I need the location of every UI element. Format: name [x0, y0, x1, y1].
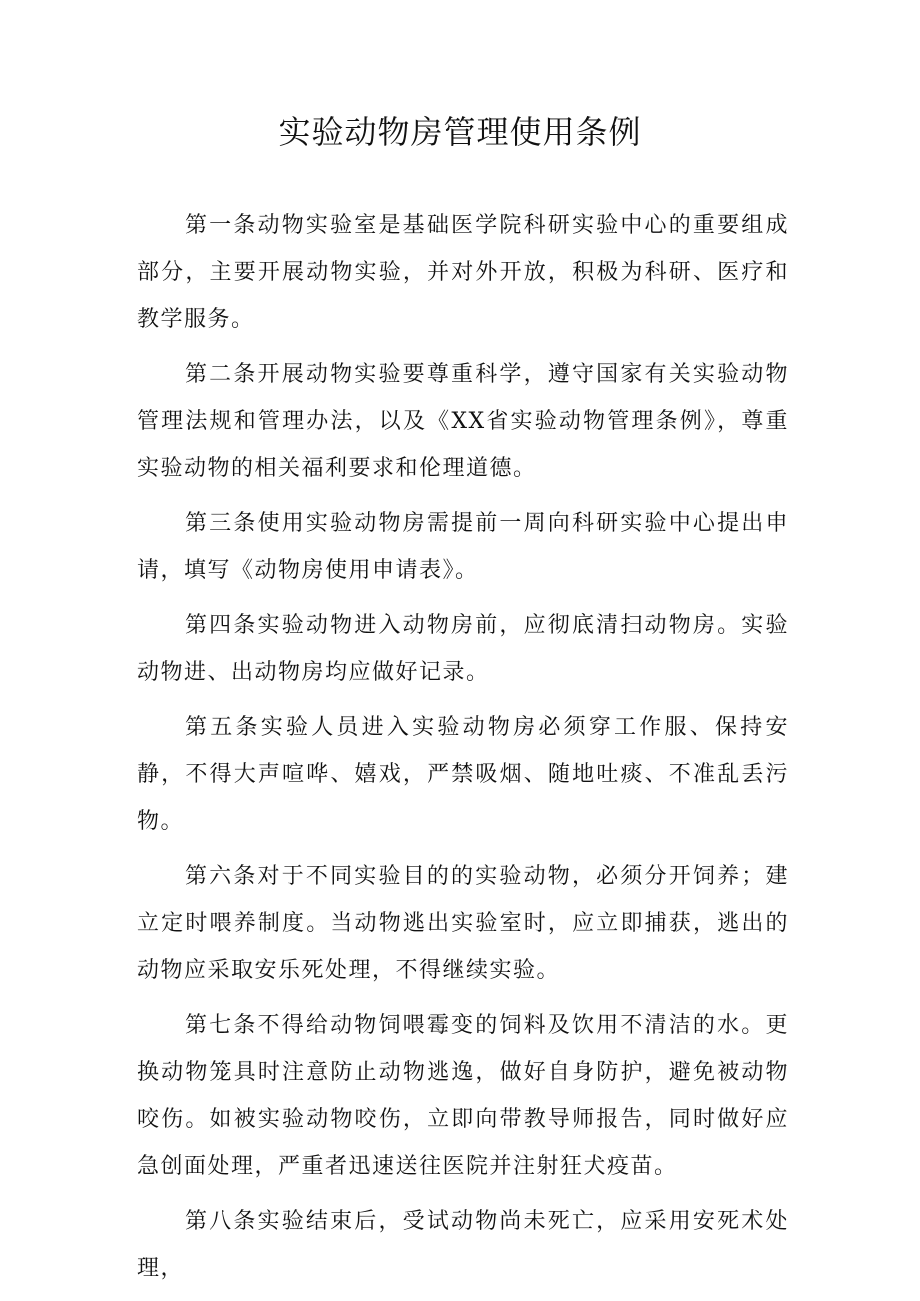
article-3: 第三条使用实验动物房需提前一周向科研实验中心提出申请，填写《动物房使用申请表》。: [137, 511, 789, 583]
article-4: 第四条实验动物进入动物房前，应彻底清扫动物房。实验动物进、出动物房均应做好记录。: [137, 613, 789, 685]
article-6: 第六条对于不同实验目的的实验动物，必须分开饲养；建立定时喂养制度。当动物逃出实验室时，应立即捕获，逃出的动物应采取安乐死处理，不得继续实验。: [137, 864, 789, 983]
article-2: 第二条开展动物实验要尊重科学，遵守国家有关实验动物管理法规和管理办法，以及《XX省实验动物管理条例》，尊重实验动物的相关福利要求和伦理道德。: [137, 362, 789, 481]
article-8: 第八条实验结束后，受试动物尚未死亡，应采用安死术处理，: [137, 1209, 789, 1281]
document-title: 实验动物房管理使用条例: [278, 113, 642, 151]
article-5: 第五条实验人员进入实验动物房必须穿工作服、保持安静，不得大声喧哗、嬉戏，严禁吸烟、随地吐痰、不准乱丢污物。: [137, 715, 789, 834]
document-body: [137, 202, 789, 1300]
article-1: 第一条动物实验室是基础医学院科研实验中心的重要组成部分，主要开展动物实验，并对外开放，积极为科研、医疗和教学服务。: [137, 213, 789, 332]
article-7: 第七条不得给动物饲喂霉变的饲料及饮用不清洁的水。更换动物笼具时注意防止动物逃逸，做好自身防护，避免被动物咬伤。如被实验动物咬伤，立即向带教导师报告，同时做好应急创面处理，严重者迅速送往医院并注射狂犬疫苗。: [137, 1013, 789, 1179]
